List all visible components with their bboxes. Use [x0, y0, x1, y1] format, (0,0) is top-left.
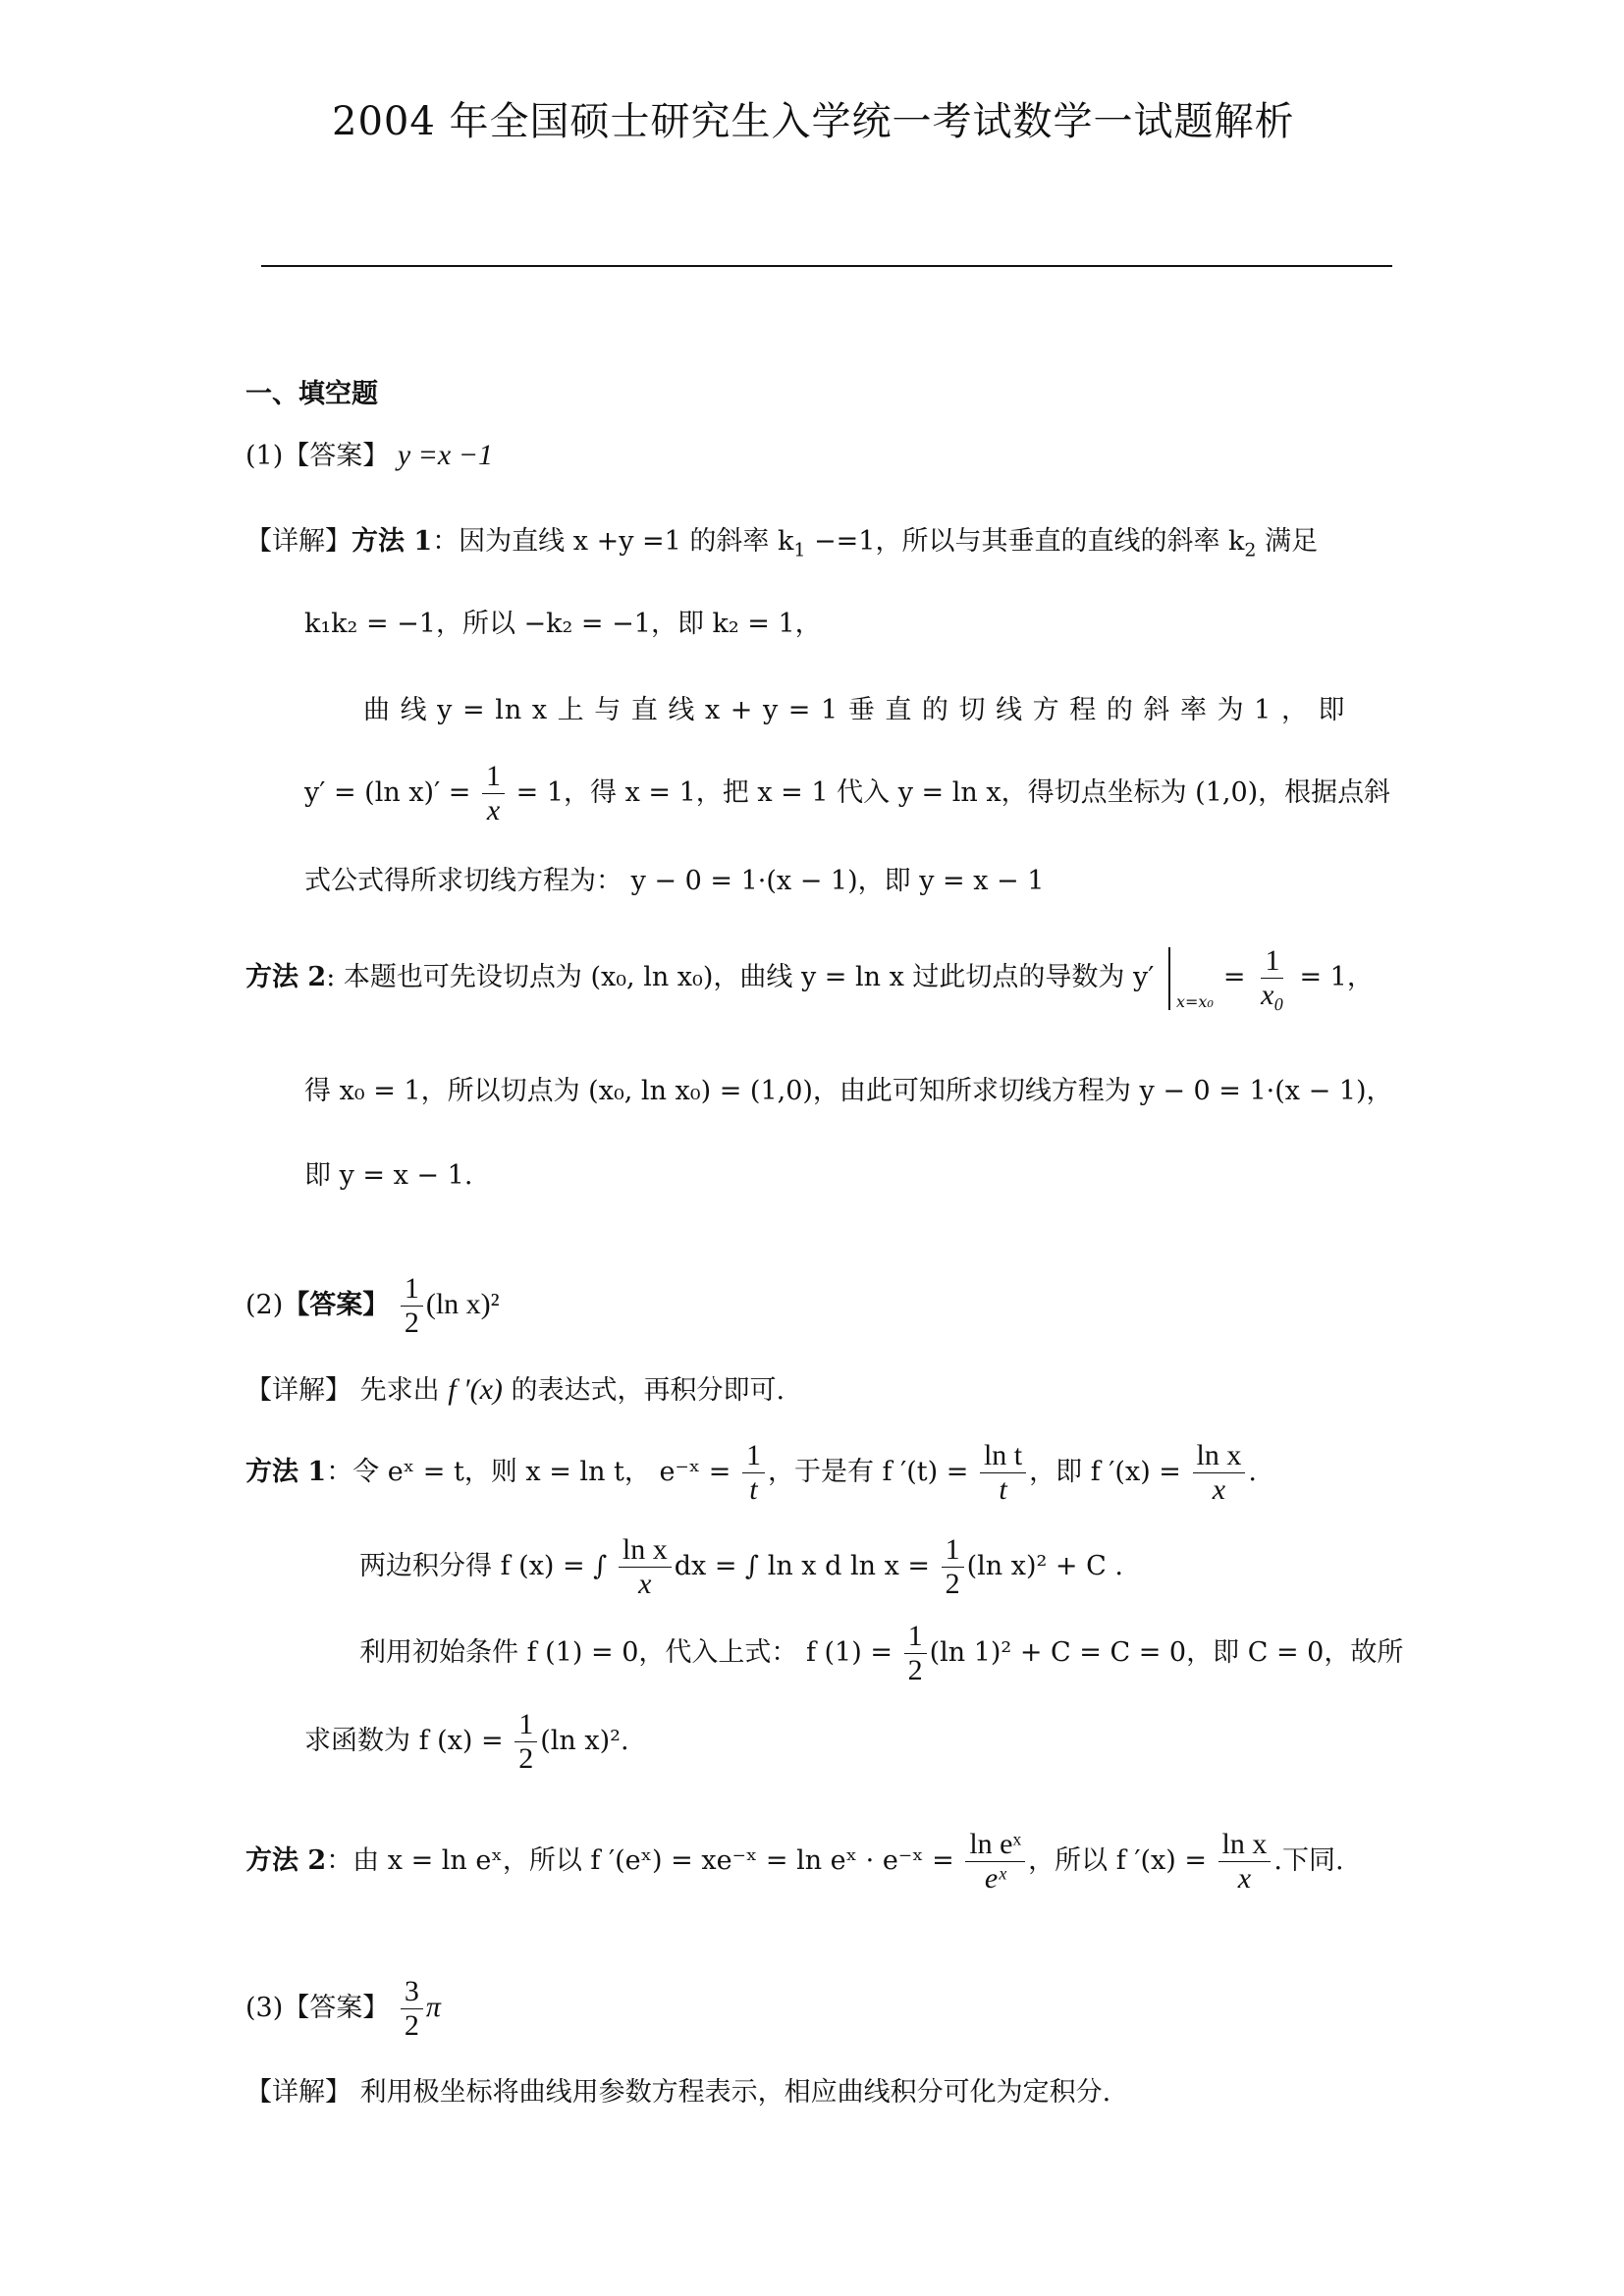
q1-method2-line	[245, 944, 1374, 1020]
q2-method1-line	[245, 1439, 1257, 1507]
q2-l5c: .下同.	[1273, 1845, 1344, 1876]
q1-detail-line-2: k₁k₂ = −1，所以 −k₂ = −1，即 k₂ = 1，	[304, 609, 822, 639]
q3-detail-tag: 【详解】	[245, 2077, 352, 2108]
fraction-lnx-over-x: $\frac{\text{ln x}}{x}$	[1218, 1828, 1272, 1896]
q1-method1-tag: 方法 1	[352, 526, 433, 557]
q1-answer: y =x −1	[397, 439, 493, 471]
q1-l4b: = 1，得 x = 1，把 x = 1 代入 y = ln x，得切点坐标为 (1,0)，根据点斜	[515, 777, 1391, 808]
fraction-1-over-2: $\frac{1}{2}$	[904, 1620, 927, 1687]
fraction-1-over-2: $\frac{1}{2}$	[942, 1533, 964, 1601]
q2-method2-tag: 方法 2	[245, 1845, 327, 1876]
q2-detail-initial	[359, 1620, 1403, 1687]
q1-detail-line-5: 式公式得所求切线方程为： y − 0 = 1·(x − 1)，即 y = x − 1	[304, 866, 1045, 896]
fraction-3-over-2: $\frac{3}{2}$	[401, 1975, 423, 2043]
q2-l3a: 利用初始条件 f (1) = 0，代入上式： f (1) =	[359, 1637, 893, 1668]
q2-l5b: ，所以 f ′(x) =	[1028, 1845, 1207, 1876]
fraction-lnx-over-x: $\frac{\text{ln x}}{x}$	[1193, 1439, 1246, 1507]
evaluation-bar	[1168, 947, 1170, 1010]
q1-sub-1: 1	[793, 539, 806, 561]
fraction-1-over-x: $\frac{1}{x}$	[482, 760, 505, 828]
q3-answer-tag: 【答案】	[283, 1993, 390, 2023]
q2-detail-integral	[359, 1533, 1123, 1601]
q2-l4a: 求函数为 f (x) =	[304, 1726, 504, 1756]
page-title: 2004 年全国硕士研究生入学统一考试数学一试题解析	[332, 99, 1295, 144]
header-rule	[261, 265, 1392, 267]
q2-l2c: (ln x)² + C .	[966, 1551, 1123, 1581]
q3-detail: 利用极坐标将曲线用参数方程表示，相应曲线积分可化为定积分.	[359, 2077, 1111, 2108]
q2-detail-line	[245, 1372, 785, 1409]
fraction-1-over-2: $\frac{1}{2}$	[514, 1708, 537, 1776]
section-heading: 一、填空题	[245, 379, 378, 409]
q2-l1c: ，即 f ′(x) =	[1029, 1457, 1181, 1487]
q2-l1a: ：令 eˣ = t，则 x = ln t， e⁻ˣ =	[326, 1457, 731, 1487]
q2-l4b: (ln x)².	[540, 1726, 629, 1756]
q2-answer-line	[245, 1272, 500, 1340]
q2-answer-tail: (ln x)²	[425, 1288, 500, 1320]
q1-l6c: = 1，	[1299, 962, 1374, 992]
q1-eval-subscript: x=x₀	[1176, 992, 1214, 1011]
fraction-1-over-x0: $\frac{1}{\text{x₀}}$	[1261, 944, 1284, 1011]
q2-method1-tag: 方法 1	[245, 1457, 327, 1487]
q2-method2-line	[245, 1828, 1344, 1896]
q1-detail-line-8: 即 y = x − 1.	[304, 1160, 473, 1191]
q2-detail-b: f ′(x)	[448, 1373, 503, 1406]
q1-detail-line-1	[245, 524, 1318, 567]
q1-l4a: y′ = (ln x)′ =	[304, 777, 471, 808]
q3-label: (3)	[245, 1993, 284, 2023]
q2-l3b: (ln 1)² + C = C = 0，即 C = 0，故所	[929, 1637, 1404, 1668]
q1-detail-line-3: 曲 线 y = ln x 上 与 直 线 x + y = 1 垂 直 的 切 线 方 程 的 斜 率 为 1 ， 即	[363, 695, 1346, 725]
fraction-1-over-t: $\frac{1}{t}$	[742, 1439, 765, 1507]
q3-answer-line	[245, 1975, 441, 2043]
fraction-lnex-over-ex: $\frac{\text{ln eˣ}}{\text{eˣ}}$	[965, 1828, 1025, 1896]
q2-l2b: dx = ∫ ln x d ln x =	[674, 1551, 931, 1581]
q3-answer-pi: π	[425, 1991, 441, 2023]
q1-detail-line-4	[304, 760, 1390, 828]
q1-l1b: −=1，所以与其垂直的直线的斜率 k	[805, 526, 1245, 557]
q1-method2-tag: 方法 2	[245, 962, 327, 992]
q2-l1b: ，于是有 f ′(t) =	[767, 1457, 969, 1487]
fraction-1-over-2: $\frac{1}{2}$	[401, 1272, 423, 1340]
q2-detail-tag: 【详解】	[245, 1375, 352, 1406]
q3-detail-line	[245, 2075, 1110, 2110]
q2-label: (2)	[245, 1290, 284, 1320]
q2-l5a: ：由 x = ln eˣ，所以 f ′(eˣ) = xe⁻ˣ = ln eˣ · e⁻ˣ =	[326, 1845, 954, 1876]
q2-answer-tag: 【答案】	[283, 1290, 390, 1320]
q1-detail-tag: 【详解】	[245, 526, 352, 557]
q1-sub-2: 2	[1244, 539, 1257, 561]
q2-l2a: 两边积分得 f (x) = ∫	[359, 1551, 608, 1581]
q2-l1d: .	[1248, 1457, 1257, 1487]
q1-l6a: : 本题也可先设切点为 (x₀, ln x₀)，曲线 y = ln x 过此切点的导数为 y′	[326, 962, 1155, 992]
q1-detail-line-7: 得 x₀ = 1，所以切点为 (x₀, ln x₀) = (1,0)，由此可知所求切线方程为 y − 0 = 1·(x − 1)，	[304, 1076, 1393, 1106]
fraction-lnx-over-x: $\frac{\text{ln x}}{x}$	[619, 1533, 672, 1601]
fraction-lnt-over-t: $\frac{\text{ln t}}{t}$	[980, 1439, 1026, 1507]
q2-detail-c: 的表达式，再积分即可.	[502, 1375, 785, 1406]
q1-l1a: ：因为直线 x +y =1 的斜率 k	[432, 526, 794, 557]
q1-answer-tag: 【答案】	[283, 441, 390, 471]
q1-l1c: 满足	[1256, 526, 1319, 557]
q2-detail-a: 先求出	[359, 1375, 449, 1406]
q2-detail-result	[304, 1708, 629, 1776]
q1-answer-line	[245, 438, 493, 474]
q1-label: (1)	[245, 441, 284, 471]
q1-l6b: =	[1222, 962, 1246, 992]
